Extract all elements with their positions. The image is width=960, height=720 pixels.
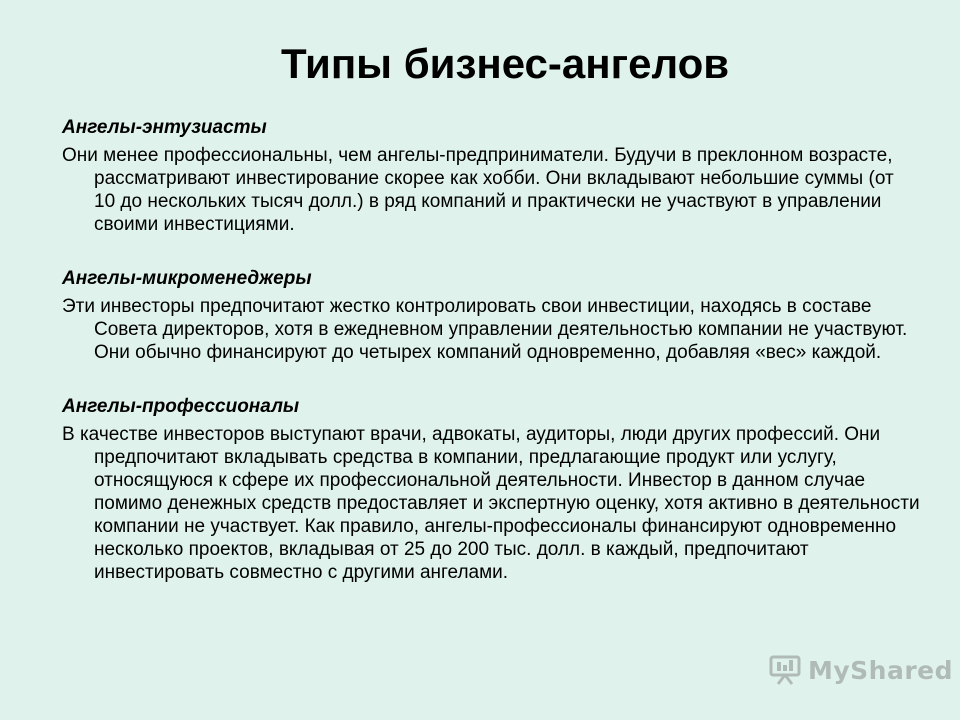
watermark-text: MyShared <box>808 655 954 685</box>
presentation-board-icon <box>768 654 802 686</box>
section-text: В качестве инвесторов выступают врачи, адвокаты, аудиторы, люди других профессий. Они предпочитают вкладывать средства в компании, предлагающие продукт или услугу, относящуюся к сфере их профессиональной деятельности. Инвестор в данном случае помимо денежных средств предоставляет и экспертную оценку, хотя активно в деятельности компании не участвует. Как правило, ангелы-профессионалы финансируют одновременно несколько проектов, вкладывая от 25 до 200 тыс. долл. в каждый, предпочитают инвестировать совместно с другими ангелами. <box>62 424 920 583</box>
section-micromanagers <box>62 267 920 364</box>
watermark-logo <box>768 654 953 686</box>
section-heading: Ангелы-энтузиасты <box>62 117 267 138</box>
section-heading: Ангелы-профессионалы <box>62 396 300 417</box>
section-text: Эти инвесторы предпочитают жестко контролировать свои инвестиции, находясь в составе Совета директоров, хотя в ежедневном управлении деятельностью компании не участвуют. Они обычно финансируют до четырех компаний одновременно, добавляя «вес» каждой. <box>62 296 908 363</box>
slide-content <box>62 116 920 615</box>
section-heading: Ангелы-микроменеджеры <box>62 268 312 289</box>
section-enthusiasts <box>62 116 920 236</box>
section-text: Они менее профессиональны, чем ангелы-предприниматели. Будучи в преклонном возрасте, рассматривают инвестирование скорее как хобби. Они вкладывают небольшие суммы (от 10 до нескольких тысяч долл.) в ряд компаний и практически не участвуют в управлении своими инвестициями. <box>62 145 894 235</box>
section-professionals <box>62 395 920 584</box>
slide-title: Типы бизнес-ангелов <box>280 40 730 87</box>
